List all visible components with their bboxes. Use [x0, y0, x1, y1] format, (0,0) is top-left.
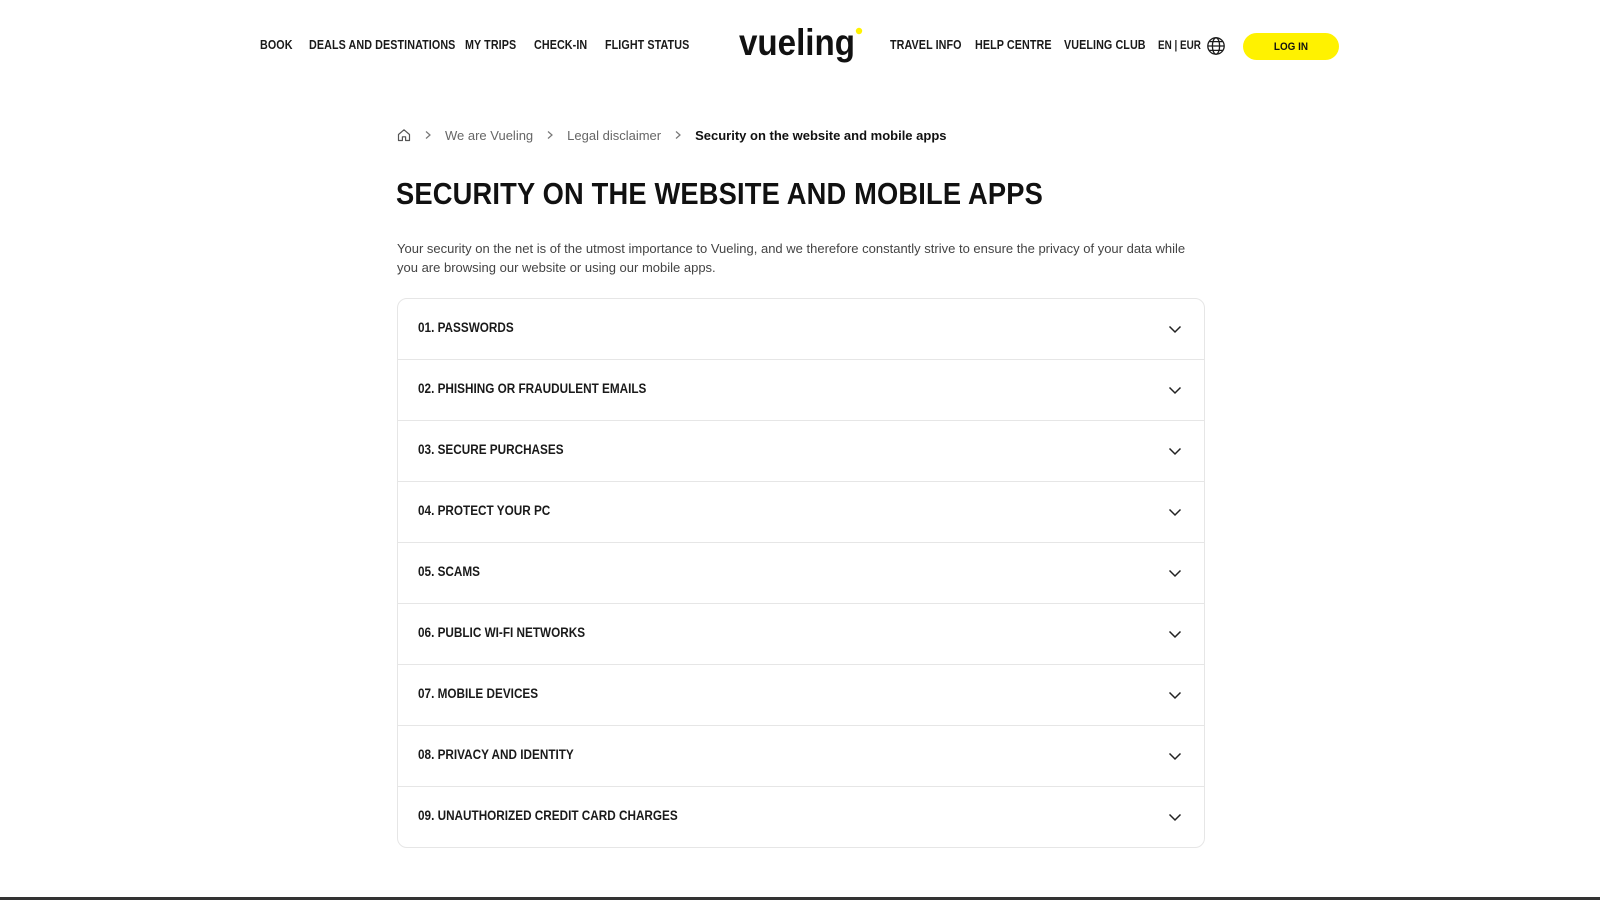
breadcrumb-legal-disclaimer[interactable]: Legal disclaimer: [567, 127, 662, 143]
nav-travel-info[interactable]: TRAVEL INFO: [890, 38, 962, 52]
chevron-down-icon: [1168, 627, 1182, 641]
chevron-down-icon: [1168, 505, 1182, 519]
home-icon[interactable]: [397, 128, 411, 142]
login-button[interactable]: [1243, 33, 1339, 60]
accordion-item-mobile-devices[interactable]: [398, 664, 1204, 725]
intro-text: Your security on the net is of the utmost importance to Vueling, and we therefore constantly strive to ensure the privacy of your data while you are browsing our website or using our mobile apps.: [397, 241, 1186, 275]
vueling-logo-text: vueling: [739, 22, 855, 63]
accordion-item-secure-purchases[interactable]: [398, 420, 1204, 481]
breadcrumb: [397, 125, 947, 145]
breadcrumb-we-are-vueling[interactable]: We are Vueling: [445, 127, 534, 143]
chevron-right-icon: [673, 130, 683, 140]
login-button-label: LOG IN: [1273, 40, 1309, 53]
nav-my-trips[interactable]: MY TRIPS: [465, 38, 517, 52]
accordion-item-phishing[interactable]: [398, 359, 1204, 420]
accordion-item-public-wifi[interactable]: [398, 603, 1204, 664]
nav-flight-status[interactable]: FLIGHT STATUS: [605, 38, 690, 52]
accordion-item-privacy-identity[interactable]: [398, 725, 1204, 786]
accordion-item-scams[interactable]: [398, 542, 1204, 603]
accordion-item-label: 04. PROTECT YOUR PC: [418, 503, 551, 518]
nav-vueling-club[interactable]: VUELING CLUB: [1064, 38, 1146, 52]
accordion-item-credit-card-charges[interactable]: [398, 786, 1204, 847]
accordion-item-label: 02. PHISHING OR FRAUDULENT EMAILS: [418, 381, 647, 396]
accordion-item-label: 05. SCAMS: [418, 564, 481, 579]
language-currency-label: EN | EUR: [1158, 40, 1201, 52]
accordion-item-label: 08. PRIVACY AND IDENTITY: [418, 747, 574, 762]
chevron-right-icon: [423, 130, 433, 140]
vueling-logo[interactable]: [739, 22, 863, 70]
accordion-item-label: 09. UNAUTHORIZED CREDIT CARD CHARGES: [418, 808, 678, 823]
chevron-down-icon: [1168, 444, 1182, 458]
accordion-item-passwords[interactable]: [398, 299, 1204, 359]
logo-dot: [856, 28, 862, 34]
accordion-item-protect-pc[interactable]: [398, 481, 1204, 542]
security-accordion: [397, 298, 1205, 848]
page-title: SECURITY ON THE WEBSITE AND MOBILE APPS: [396, 176, 1043, 211]
nav-deals-and-destinations[interactable]: DEALS AND DESTINATIONS: [309, 38, 456, 52]
chevron-down-icon: [1168, 566, 1182, 580]
nav-help-centre[interactable]: HELP CENTRE: [975, 38, 1052, 52]
accordion-item-label: 06. PUBLIC WI-FI NETWORKS: [418, 625, 586, 640]
language-currency-selector[interactable]: [1158, 36, 1226, 56]
breadcrumb-current: Security on the website and mobile apps: [695, 127, 947, 143]
accordion-item-label: 07. MOBILE DEVICES: [418, 686, 539, 701]
chevron-down-icon: [1168, 322, 1182, 336]
chevron-down-icon: [1168, 383, 1182, 397]
chevron-down-icon: [1168, 688, 1182, 702]
accordion-item-label: 01. PASSWORDS: [418, 320, 514, 335]
chevron-down-icon: [1168, 810, 1182, 824]
nav-check-in[interactable]: CHECK-IN: [534, 38, 588, 52]
globe-icon: [1206, 36, 1226, 56]
nav-book[interactable]: BOOK: [260, 38, 293, 52]
accordion-item-label: 03. SECURE PURCHASES: [418, 442, 564, 457]
chevron-right-icon: [545, 130, 555, 140]
chevron-down-icon: [1168, 749, 1182, 763]
